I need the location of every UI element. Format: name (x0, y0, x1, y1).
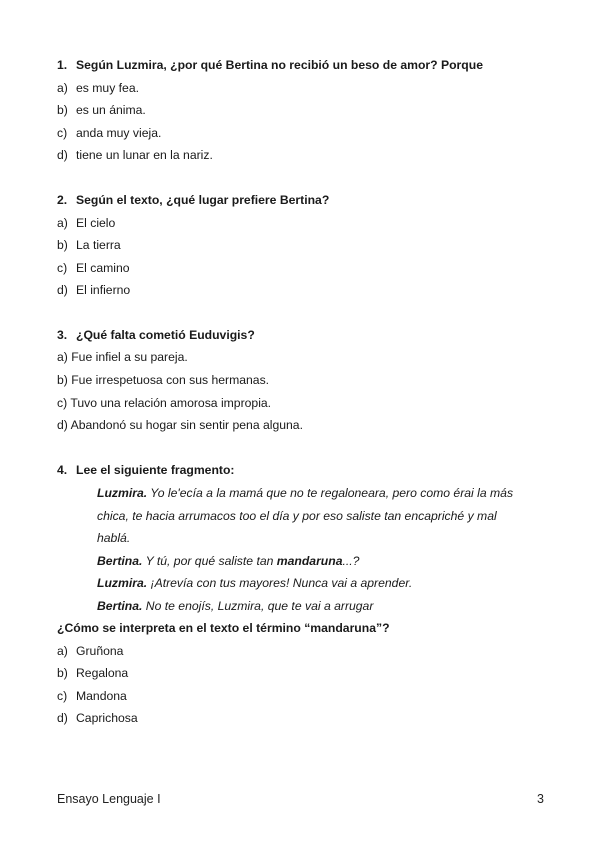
option-text: El infierno (76, 283, 131, 297)
option-letter: c) (57, 126, 68, 140)
option-2b (57, 238, 121, 252)
option-text: es muy fea. (76, 81, 139, 95)
option-text: Fue irrespetuosa con sus hermanas. (71, 373, 270, 387)
option-letter: b) (57, 238, 68, 252)
option-letter: b) (57, 103, 68, 117)
option-4b (57, 666, 128, 680)
speaker-name: Luzmira. (97, 486, 148, 500)
speaker-name: Bertina. (97, 599, 143, 613)
option-letter: d) (57, 711, 68, 725)
fragment-line-1 (97, 486, 513, 500)
option-letter: d) (57, 418, 68, 432)
highlighted-term: mandaruna (276, 554, 343, 568)
option-text: anda muy vieja. (76, 126, 162, 140)
option-4d (57, 711, 138, 725)
option-text: Abandonó su hogar sin sentir pena alguna. (70, 418, 303, 432)
option-letter: d) (57, 283, 68, 297)
fragment-line-4 (97, 554, 359, 568)
fragment-line-2 (97, 509, 497, 523)
fragment-text: Y tú, por qué saliste tan (145, 554, 277, 568)
option-4c (57, 689, 127, 703)
question-number: 1. (57, 58, 68, 72)
option-text: tiene un lunar en la nariz. (76, 148, 213, 162)
question-number: 4. (57, 463, 68, 477)
option-text: Fue infiel a su pareja. (71, 350, 188, 364)
option-text: El cielo (76, 216, 116, 230)
option-3c (57, 396, 271, 410)
option-2c (57, 261, 130, 275)
option-3b (57, 373, 269, 387)
question-number: 2. (57, 193, 68, 207)
option-1c (57, 126, 161, 140)
question-4-heading (57, 463, 234, 477)
question-1-heading (57, 58, 483, 72)
fragment-text: hablá. (97, 531, 131, 545)
fragment-text: No te enojís, Luzmira, que te vai a arrugar (145, 599, 374, 613)
option-text: Mandona (76, 689, 127, 703)
option-letter: a) (57, 81, 68, 95)
option-3d (57, 418, 303, 432)
option-letter: d) (57, 148, 68, 162)
option-text: es un ánima. (76, 103, 146, 117)
option-text: Gruñona (76, 644, 124, 658)
question-text: Lee el siguiente fragmento: (76, 463, 235, 477)
fragment-line-5 (97, 576, 412, 590)
option-letter: a) (57, 350, 68, 364)
speaker-name: Bertina. (97, 554, 143, 568)
option-letter: c) (57, 261, 68, 275)
question-text: Según el texto, ¿qué lugar prefiere Bertina? (76, 193, 330, 207)
option-letter: b) (57, 666, 68, 680)
option-text: El camino (76, 261, 130, 275)
speaker-name: Luzmira. (97, 576, 148, 590)
option-3a (57, 350, 188, 364)
option-2a (57, 216, 115, 230)
fragment-text: ¡Atrevía con tus mayores! Nunca vai a aprender. (150, 576, 413, 590)
option-text: Regalona (76, 666, 129, 680)
fragment-text: ...? (342, 554, 360, 568)
question-text: Según Luzmira, ¿por qué Bertina no recibió un beso de amor? Porque (76, 58, 483, 72)
question-text: ¿Qué falta cometió Euduvigis? (76, 328, 255, 342)
option-4a (57, 644, 123, 658)
option-letter: a) (57, 216, 68, 230)
question-4-prompt: ¿Cómo se interpreta en el texto el término “mandaruna”? (57, 621, 390, 635)
option-letter: c) (57, 396, 68, 410)
fragment-text: chica, te hacia arrumacos too el día y por eso saliste tan encapriché y mal (97, 509, 497, 523)
option-1d (57, 148, 213, 162)
option-text: Caprichosa (76, 711, 138, 725)
fragment-text: Yo le'ecía a la mamá que no te regaloneara, pero como érai la más (150, 486, 514, 500)
option-text: Tuvo una relación amorosa impropia. (70, 396, 272, 410)
fragment-line-3 (97, 531, 130, 545)
option-letter: a) (57, 644, 68, 658)
question-number: 3. (57, 328, 68, 342)
question-2-heading (57, 193, 329, 207)
question-3-heading (57, 328, 255, 342)
option-letter: b) (57, 373, 68, 387)
option-text: La tierra (76, 238, 121, 252)
option-2d (57, 283, 130, 297)
fragment-line-6 (97, 599, 373, 613)
option-letter: c) (57, 689, 68, 703)
option-1b (57, 103, 146, 117)
option-1a (57, 81, 139, 95)
footer-title: Ensayo Lenguaje I (57, 792, 161, 806)
page-number: 3 (537, 792, 544, 806)
